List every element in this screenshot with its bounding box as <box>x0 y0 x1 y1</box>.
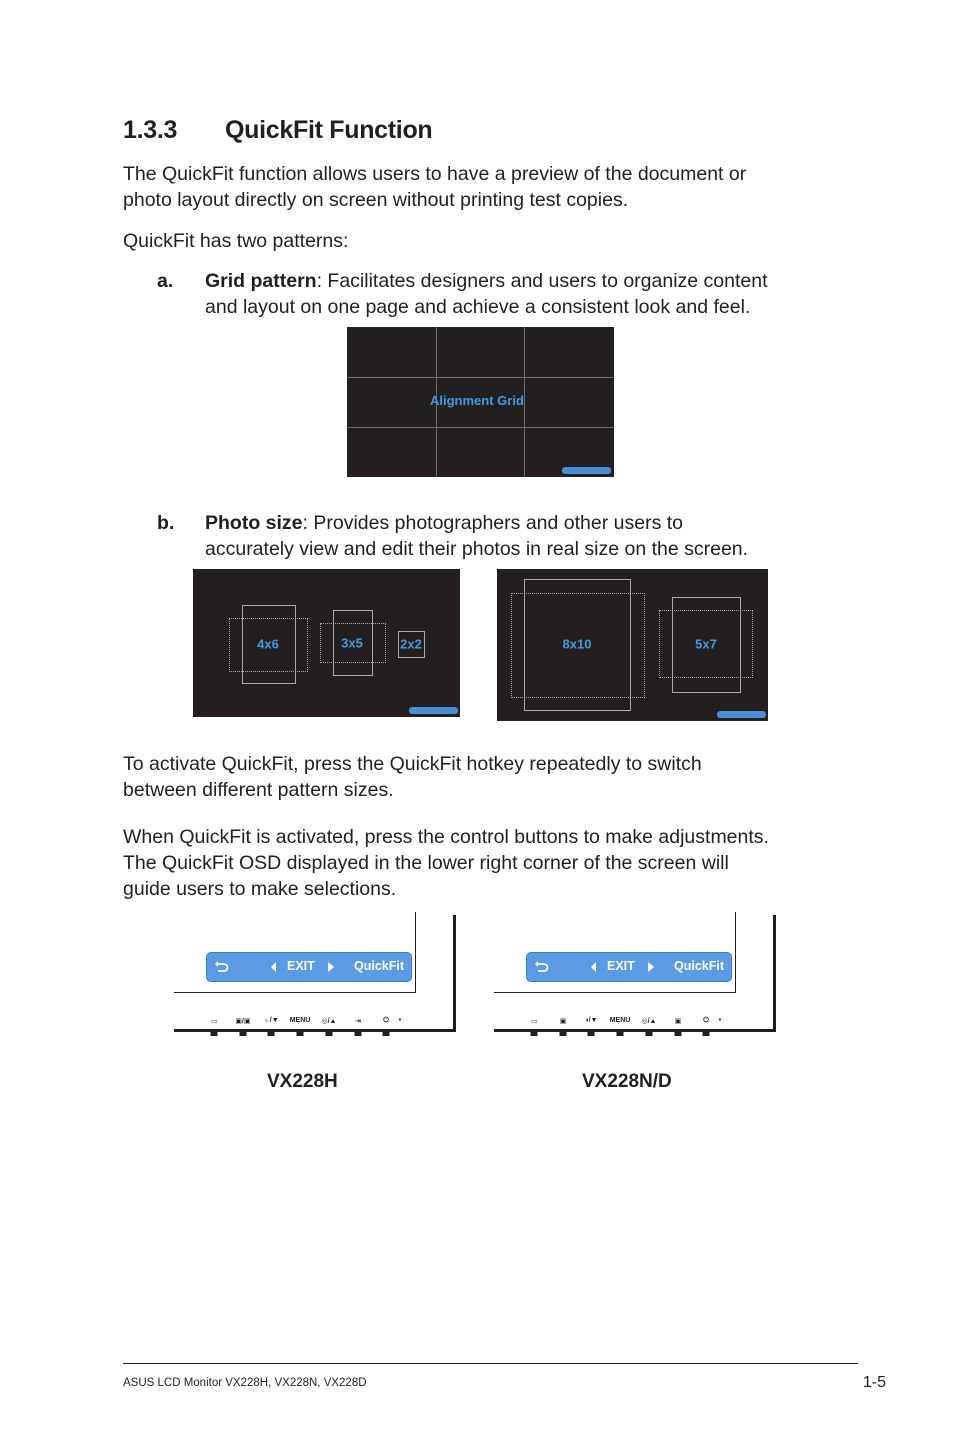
button-label-contrast: ◎/▲ <box>321 1018 337 1025</box>
return-icon <box>533 959 549 975</box>
osd-exit-label: EXIT <box>607 959 635 973</box>
hardware-button[interactable] <box>646 1032 653 1036</box>
section-number: 1.3.3 <box>123 116 178 144</box>
return-icon <box>213 959 229 975</box>
mini-osd-bar <box>717 711 766 718</box>
quickfit-osd-bar <box>526 952 732 982</box>
screen-bottom-edge <box>174 992 416 993</box>
patterns-intro: QuickFit has two patterns: <box>123 230 349 252</box>
activate-line-2: between different pattern sizes. <box>123 779 394 801</box>
size-label-4x6: 4x6 <box>257 636 279 652</box>
hardware-button[interactable] <box>355 1032 362 1036</box>
footer-page-number: 1-5 <box>862 1374 886 1391</box>
hardware-button[interactable] <box>560 1032 567 1036</box>
section-heading <box>123 116 432 145</box>
photo-size-screen-small <box>193 569 460 717</box>
button-label-input: ▭ <box>530 1018 538 1025</box>
screen-right-edge <box>415 912 416 993</box>
activate-line-1: To activate QuickFit, press the QuickFit hotkey repeatedly to switch <box>123 753 702 775</box>
arrow-right-icon <box>647 962 655 972</box>
bezel-right-edge <box>773 915 776 1032</box>
alignment-grid-label: Alignment Grid <box>430 393 524 408</box>
mini-osd-bar <box>562 467 611 474</box>
button-label-quickfit: ▣ <box>674 1018 682 1025</box>
intro-line-1: The QuickFit function allows users to have a preview of the document or <box>123 163 747 185</box>
hardware-button[interactable] <box>268 1032 275 1036</box>
button-label-contrast: ◎/▲ <box>641 1018 657 1025</box>
bezel-right-edge <box>453 915 456 1032</box>
power-button[interactable] <box>383 1032 390 1036</box>
button-label-power: ⏻ <box>383 1017 389 1024</box>
size-label-2x2: 2x2 <box>400 636 422 652</box>
footer-manual-title: ASUS LCD Monitor VX228H, VX228N, VX228D <box>123 1377 367 1389</box>
arrow-right-icon <box>327 962 335 972</box>
button-label-input: ▭ <box>210 1018 218 1025</box>
hardware-button[interactable] <box>588 1032 595 1036</box>
footer-rule <box>123 1363 858 1364</box>
size-label-3x5: 3x5 <box>341 635 363 651</box>
monitor-vx228h-diagram <box>170 912 460 1042</box>
mini-osd-bar <box>409 707 458 714</box>
button-label-menu: MENU <box>289 1017 311 1024</box>
button-label-power: ⏻ <box>703 1017 709 1024</box>
item-b-line-2: accurately view and edit their photos in real size on the screen. <box>205 538 749 560</box>
osd-quickfit-label: QuickFit <box>354 959 405 973</box>
osd-exit-label: EXIT <box>287 959 315 973</box>
hardware-button[interactable] <box>297 1032 304 1036</box>
osd-line-1: When QuickFit is activated, press the control buttons to make adjustments. <box>123 826 769 848</box>
button-label-brightness: ◑/▼ <box>584 1017 598 1024</box>
quickfit-osd-bar <box>206 952 412 982</box>
hardware-button[interactable] <box>617 1032 624 1036</box>
screen-bottom-edge <box>494 992 736 993</box>
item-b-letter: b. <box>157 512 175 534</box>
hardware-button[interactable] <box>240 1032 247 1036</box>
power-indicator-label: • <box>398 1017 402 1024</box>
arrow-left-icon <box>270 962 278 972</box>
item-a-line-1 <box>205 268 768 294</box>
section-title: QuickFit Function <box>225 116 433 144</box>
photo-size-screen-large <box>497 569 768 721</box>
button-label-source: ⇥ <box>355 1018 361 1025</box>
intro-line-2: photo layout directly on screen without printing test copies. <box>123 189 629 211</box>
item-b-term: Photo size <box>205 512 303 534</box>
button-label-menu: MENU <box>609 1017 631 1024</box>
hardware-button[interactable] <box>211 1032 218 1036</box>
screen-right-edge <box>735 912 736 993</box>
model-caption-vx228h: VX228H <box>267 1071 338 1092</box>
power-button[interactable] <box>703 1032 710 1036</box>
item-a-term: Grid pattern <box>205 270 317 292</box>
item-b-desc: : Provides photographers and other users to <box>302 512 683 534</box>
grid-line <box>347 377 614 378</box>
osd-line-2: The QuickFit OSD displayed in the lower right corner of the screen will <box>123 852 729 874</box>
arrow-left-icon <box>590 962 598 972</box>
osd-quickfit-label: QuickFit <box>674 959 725 973</box>
model-caption-vx228nd: VX228N/D <box>582 1071 672 1092</box>
hardware-button[interactable] <box>531 1032 538 1036</box>
button-label-mode: ▣ <box>559 1018 567 1025</box>
monitor-vx228nd-diagram <box>490 912 780 1042</box>
item-a-desc: : Facilitates designers and users to organize content <box>316 270 768 292</box>
power-indicator-label: • <box>718 1017 722 1024</box>
button-label-mode: ▣/▣ <box>235 1018 251 1025</box>
size-label-8x10: 8x10 <box>562 636 592 652</box>
hardware-button[interactable] <box>326 1032 333 1036</box>
size-label-5x7: 5x7 <box>695 636 717 652</box>
hardware-button[interactable] <box>675 1032 682 1036</box>
item-a-line-2: and layout on one page and achieve a consistent look and feel. <box>205 296 751 318</box>
item-a-letter: a. <box>157 270 174 292</box>
grid-line <box>524 327 525 477</box>
grid-line <box>347 427 614 428</box>
item-b-line-1 <box>205 510 683 536</box>
grid-pattern-screen <box>347 327 614 477</box>
button-label-brightness: ☼/▼ <box>263 1017 279 1024</box>
osd-line-3: guide users to make selections. <box>123 878 397 900</box>
